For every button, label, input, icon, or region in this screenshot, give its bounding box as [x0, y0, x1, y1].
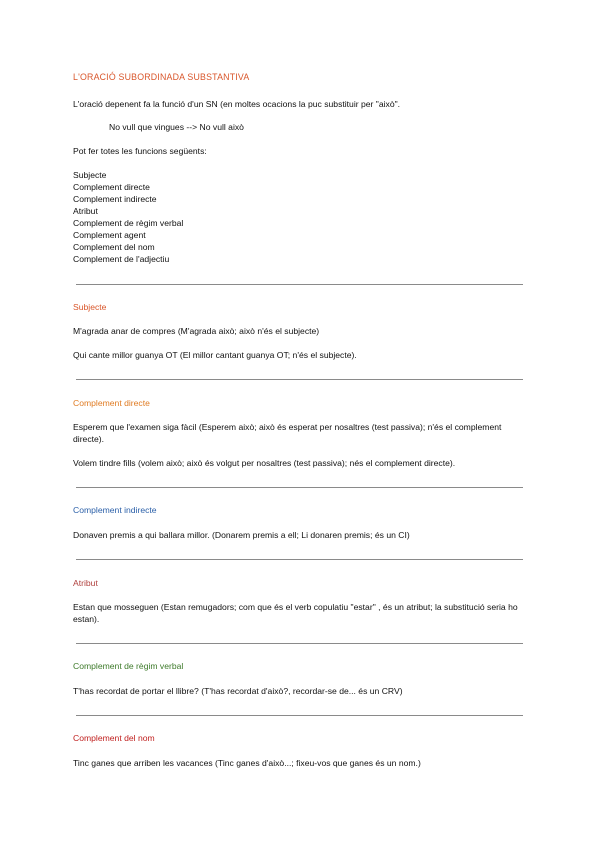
cd-example-2: Volem tindre fills (volem això; això és volgut per nosaltres (test passiva); nés el complement directe). — [73, 458, 456, 468]
example-text: No vull que vingues --> No vull això — [109, 122, 244, 132]
section-divider — [76, 379, 523, 380]
ci-example-1: Donaven premis a qui ballara millor. (Donarem premis a ell; Li donaren premis; és un CI) — [73, 530, 410, 540]
list-item: Complement agent — [73, 230, 146, 240]
subjecte-example-2: Qui cante millor guanya OT (El millor cantant guanya OT; n'és el subjecte). — [73, 350, 357, 360]
section-heading-complement-indirecte: Complement indirecte — [73, 505, 157, 515]
section-divider — [76, 487, 523, 488]
list-item: Complement de l'adjectiu — [73, 254, 170, 264]
page-title: L'ORACIÓ SUBORDINADA SUBSTANTIVA — [73, 72, 250, 82]
list-item: Atribut — [73, 206, 98, 216]
section-divider — [76, 643, 523, 644]
subjecte-example-1: M'agrada anar de compres (M'agrada això; això n'és el subjecte) — [73, 326, 320, 336]
crv-example-1: T'has recordat de portar el llibre? (T'has recordat d'això?, recordar-se de... és un CRV) — [73, 686, 403, 696]
section-heading-complement-directe: Complement directe — [73, 398, 150, 408]
section-heading-complement-regim-verbal: Complement de règim verbal — [73, 661, 184, 671]
section-heading-complement-del-nom: Complement del nom — [73, 733, 155, 743]
section-heading-subjecte: Subjecte — [73, 302, 107, 312]
list-item: Complement indirecte — [73, 194, 157, 204]
list-item: Complement del nom — [73, 242, 155, 252]
list-item: Subjecte — [73, 170, 107, 180]
list-item: Complement directe — [73, 182, 150, 192]
functions-intro: Pot fer totes les funcions següents: — [73, 146, 207, 156]
intro-text: L'oració depenent fa la funció d'un SN (en moltes ocacions la puc substituir per "això". — [73, 99, 401, 109]
list-item: Complement de règim verbal — [73, 218, 184, 228]
section-divider — [76, 715, 523, 716]
atribut-example-1: Estan que mosseguen (Estan remugadors; com que és el verb copulatiu "estar" , és un atribut; la substitució seria ho estan). — [73, 602, 518, 624]
cn-example-1: Tinc ganes que arriben les vacances (Tinc ganes d'això...; fixeu-vos que ganes és un nom.) — [73, 758, 421, 768]
section-divider — [76, 284, 523, 285]
section-divider — [76, 559, 523, 560]
section-heading-atribut: Atribut — [73, 578, 98, 588]
cd-example-1: Esperem que l'examen siga fàcil (Esperem això; això és esperat per nosaltres (test passiva); n'és el complement directe). — [73, 422, 502, 444]
